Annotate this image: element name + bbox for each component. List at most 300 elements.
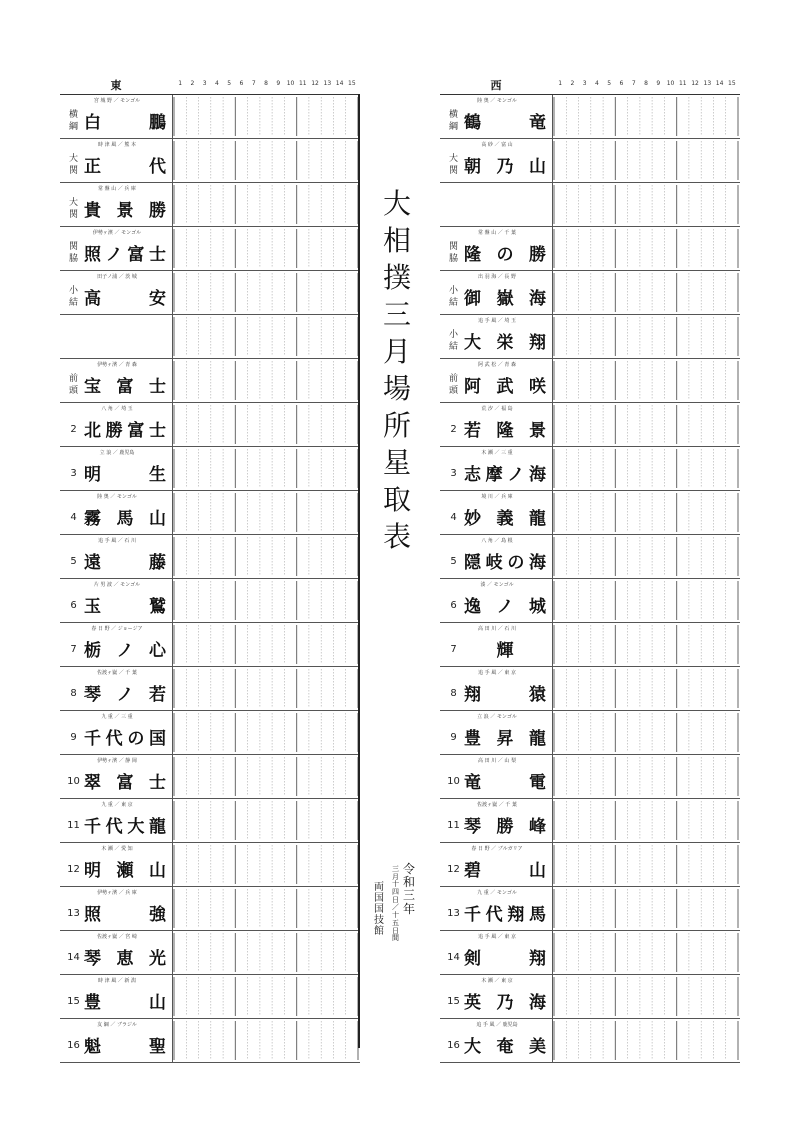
- wrestler-cell: [60, 359, 173, 402]
- wrestler-name: 豊昇龍: [464, 729, 546, 749]
- table-row: [440, 403, 740, 447]
- result-grid: [172, 887, 360, 930]
- stable-hometown: 常 盤 山 ／ 千 葉: [446, 229, 548, 236]
- result-grid: [552, 887, 740, 930]
- table-row: [440, 711, 740, 755]
- result-grid: [172, 315, 360, 358]
- day-number: 13: [323, 80, 332, 87]
- star-grid: [552, 711, 740, 754]
- star-grid: [172, 1019, 360, 1062]
- result-grid: [172, 139, 360, 182]
- wrestler-cell: [440, 139, 553, 182]
- star-grid: [172, 755, 360, 798]
- result-grid: [172, 183, 360, 226]
- table-row: [60, 711, 360, 755]
- wrestler-name: 竜 電: [464, 773, 546, 793]
- day-number: 4: [595, 80, 599, 87]
- venue-text: 両 国 国 技 館: [374, 882, 384, 937]
- wrestler-cell: [440, 271, 553, 314]
- day-number: 9: [276, 80, 281, 87]
- rank-label: 5: [450, 556, 457, 567]
- result-grid: [552, 975, 740, 1018]
- day-number: 14: [715, 80, 724, 87]
- star-grid: [552, 447, 740, 490]
- rank-label: 8: [450, 688, 457, 699]
- star-grid: [172, 975, 360, 1018]
- stable-hometown: 追 手 風 ／ 東 京: [446, 669, 548, 676]
- result-grid: [172, 403, 360, 446]
- wrestler-name: 志摩ノ海: [464, 465, 546, 485]
- page-title: 大 相 撲 三 月 場 所 星 取 表: [382, 187, 411, 553]
- day-number: 1: [178, 80, 183, 87]
- stable-hometown: 佐渡ヶ嶽 ／ 宮 崎: [66, 933, 168, 940]
- rank-label: 11: [67, 820, 80, 831]
- day-number: 5: [607, 80, 612, 87]
- rank-label: 3: [70, 468, 77, 479]
- wrestler-name: 魁 聖: [84, 1037, 166, 1057]
- wrestler-name: 貴景勝: [84, 201, 166, 221]
- rank-label: 15: [67, 996, 80, 1007]
- rank-label: 9: [70, 732, 77, 743]
- result-grid: [552, 271, 740, 314]
- result-grid: [172, 535, 360, 578]
- result-grid: [552, 535, 740, 578]
- day-number: 7: [251, 80, 256, 87]
- day-number: 2: [190, 80, 195, 87]
- star-grid: [172, 139, 360, 182]
- wrestler-cell: [440, 403, 553, 446]
- wrestler-cell: [60, 931, 173, 974]
- table-row: [440, 843, 740, 887]
- star-grid: [172, 931, 360, 974]
- star-grid: [552, 843, 740, 886]
- wrestler-name: 大奄美: [464, 1037, 546, 1057]
- result-grid: [552, 623, 740, 666]
- star-grid: [172, 183, 360, 226]
- wrestler-cell: [440, 711, 553, 754]
- result-grid: [552, 931, 740, 974]
- wrestler-cell: [60, 799, 173, 842]
- result-grid: [552, 315, 740, 358]
- rank-label: 大関: [68, 154, 78, 176]
- rank-label: 3: [450, 468, 457, 479]
- wrestler-name: 翠富士: [84, 773, 166, 793]
- day-number: 14: [335, 80, 344, 87]
- wrestler-cell: [60, 1019, 173, 1062]
- east-header: [60, 76, 360, 95]
- star-grid: [552, 579, 740, 622]
- rank-label: 14: [447, 952, 460, 963]
- table-row: [60, 535, 360, 579]
- table-row: [440, 755, 740, 799]
- center-divider: [358, 94, 360, 1048]
- table-row: [60, 227, 360, 271]
- table-row: [60, 667, 360, 711]
- table-row: [60, 1019, 360, 1063]
- stable-hometown: 九 重 ／ モンゴル: [446, 889, 548, 896]
- table-row: [60, 887, 360, 931]
- star-grid: [172, 359, 360, 402]
- result-grid: [172, 95, 360, 138]
- star-grid: [172, 887, 360, 930]
- west-day-numbers: [554, 80, 738, 87]
- table-row: [60, 183, 360, 227]
- result-grid: [172, 1019, 360, 1062]
- rank-label: 5: [70, 556, 77, 567]
- wrestler-cell: [60, 491, 173, 534]
- wrestler-name: 正 代: [84, 157, 166, 177]
- stable-hometown: 湊 ／ モンゴル: [446, 581, 548, 588]
- wrestler-cell: [60, 667, 173, 710]
- stable-hometown: 高 砂 ／ 富 山: [446, 141, 548, 148]
- star-grid: [172, 447, 360, 490]
- wrestler-name: 剣 翔: [464, 949, 546, 969]
- table-row: [440, 271, 740, 315]
- table-row: [60, 579, 360, 623]
- wrestler-cell: [440, 667, 553, 710]
- result-grid: [172, 711, 360, 754]
- west-label: 西: [490, 79, 502, 92]
- wrestler-cell: [60, 843, 173, 886]
- stable-hometown: 佐渡ヶ嶽 ／ 千 葉: [66, 669, 168, 676]
- wrestler-cell: [440, 183, 553, 226]
- stable-hometown: 常 盤 山 ／ 兵 庫: [66, 185, 168, 192]
- wrestler-cell: [440, 447, 553, 490]
- table-row: [440, 315, 740, 359]
- table-row: [60, 359, 360, 403]
- wrestler-name: 豊 山: [84, 993, 166, 1013]
- wrestler-cell: [60, 755, 173, 798]
- day-number: 10: [666, 80, 675, 87]
- rank-label: 小結: [448, 286, 458, 308]
- stable-hometown: 片 男 波 ／ モンゴル: [66, 581, 168, 588]
- wrestler-name: 英乃海: [464, 993, 546, 1013]
- table-row: [440, 667, 740, 711]
- wrestler-name: 明 生: [84, 465, 166, 485]
- rank-label: 7: [450, 644, 457, 655]
- wrestler-name: 朝乃山: [464, 157, 546, 177]
- wrestler-name: 若隆景: [464, 421, 546, 441]
- wrestler-cell: [440, 535, 553, 578]
- stable-hometown: 木 瀬 ／ 愛 知: [66, 845, 168, 852]
- stable-hometown: 佐渡ヶ嶽 ／ 千 葉: [446, 801, 548, 808]
- table-row: [440, 227, 740, 271]
- result-grid: [172, 755, 360, 798]
- wrestler-name: 霧馬山: [84, 509, 166, 529]
- day-number: 8: [644, 80, 648, 87]
- table-row: [440, 95, 740, 139]
- star-grid: [172, 799, 360, 842]
- rank-label: 11: [447, 820, 460, 831]
- stable-hometown: 高 田 川 ／ 石 川: [446, 625, 548, 632]
- wrestler-cell: [440, 755, 553, 798]
- wrestler-cell: [60, 887, 173, 930]
- day-number: 2: [570, 80, 575, 87]
- day-number: 8: [264, 80, 268, 87]
- wrestler-cell: [440, 975, 553, 1018]
- result-grid: [172, 359, 360, 402]
- table-row: [440, 359, 740, 403]
- day-number: 4: [215, 80, 219, 87]
- rank-label: 7: [70, 644, 77, 655]
- era-text: 令 和 三 年: [403, 862, 416, 916]
- rank-label: 小結: [448, 330, 458, 352]
- rank-label: 16: [447, 1040, 460, 1051]
- star-grid: [552, 139, 740, 182]
- result-grid: [172, 491, 360, 534]
- wrestler-name: 琴ノ若: [84, 685, 166, 705]
- wrestler-name: 御嶽海: [464, 289, 546, 309]
- day-number: 5: [227, 80, 232, 87]
- result-grid: [172, 447, 360, 490]
- star-grid: [552, 359, 740, 402]
- table-row: [60, 139, 360, 183]
- star-grid: [552, 623, 740, 666]
- wrestler-cell: [60, 447, 173, 490]
- rank-label: 4: [450, 512, 457, 523]
- day-number: 6: [619, 80, 624, 87]
- rank-label: 6: [70, 600, 77, 611]
- wrestler-cell: [60, 227, 173, 270]
- wrestler-name: 琴恵光: [84, 949, 166, 969]
- result-grid: [552, 799, 740, 842]
- day-number: 15: [728, 80, 736, 87]
- table-row: [440, 535, 740, 579]
- wrestler-cell: [60, 139, 173, 182]
- star-grid: [172, 667, 360, 710]
- rank-label: 関脇: [68, 242, 78, 264]
- wrestler-cell: [60, 975, 173, 1018]
- rank-label: 16: [67, 1040, 80, 1051]
- table-row: [60, 271, 360, 315]
- wrestler-cell: [440, 491, 553, 534]
- wrestler-cell: [440, 799, 553, 842]
- result-grid: [552, 447, 740, 490]
- day-number: 11: [298, 80, 307, 87]
- table-row: [60, 843, 360, 887]
- day-number: 7: [631, 80, 636, 87]
- wrestler-name: 大栄翔: [464, 333, 546, 353]
- result-grid: [552, 1019, 740, 1062]
- table-row: [60, 623, 360, 667]
- stable-hometown: 八 角 ／ 島 根: [446, 537, 548, 544]
- wrestler-cell: [60, 623, 173, 666]
- stable-hometown: 八 角 ／ 埼 玉: [66, 405, 168, 412]
- result-grid: [552, 667, 740, 710]
- day-number: 3: [582, 80, 587, 87]
- result-grid: [552, 755, 740, 798]
- star-grid: [172, 623, 360, 666]
- wrestler-name: 照ノ富士: [84, 245, 166, 265]
- day-number: 9: [656, 80, 661, 87]
- wrestler-cell: [440, 931, 553, 974]
- result-grid: [552, 711, 740, 754]
- star-grid: [552, 799, 740, 842]
- rank-label: 6: [450, 600, 457, 611]
- wrestler-name: 輝: [496, 641, 514, 661]
- result-grid: [552, 359, 740, 402]
- stable-hometown: 伊勢ヶ濱 ／ 青 森: [66, 361, 168, 368]
- result-grid: [552, 843, 740, 886]
- west-header: [440, 76, 740, 95]
- table-row: [60, 447, 360, 491]
- star-grid: [172, 271, 360, 314]
- west-table: [440, 76, 740, 1063]
- west-rows: [440, 95, 740, 1063]
- table-row: [60, 931, 360, 975]
- table-row: [60, 403, 360, 447]
- rank-label: 14: [67, 952, 80, 963]
- wrestler-cell: [60, 711, 173, 754]
- stable-hometown: 追 手 風 ／ 鹿児島: [446, 1021, 548, 1028]
- stable-hometown: 出 羽 海 ／ 長 野: [446, 273, 548, 280]
- stable-hometown: 春 日 野 ／ ブルガリア: [446, 845, 548, 852]
- day-number: 3: [202, 80, 207, 87]
- stable-hometown: 陸 奥 ／ モンゴル: [66, 493, 168, 500]
- result-grid: [552, 183, 740, 226]
- star-grid: [172, 315, 360, 358]
- day-number: 13: [703, 80, 712, 87]
- star-grid: [172, 227, 360, 270]
- wrestler-cell: [60, 271, 173, 314]
- table-row: [440, 975, 740, 1019]
- result-grid: [172, 227, 360, 270]
- star-grid: [172, 843, 360, 886]
- star-grid: [552, 271, 740, 314]
- wrestler-name: 阿武咲: [464, 377, 546, 397]
- day-number: 12: [691, 80, 699, 87]
- star-grid: [552, 491, 740, 534]
- wrestler-name: 逸ノ城: [464, 597, 546, 617]
- rank-label: 前頭: [448, 374, 458, 396]
- east-day-numbers: [174, 80, 358, 87]
- rank-label: 大関: [68, 198, 78, 220]
- wrestler-name: 栃ノ心: [84, 641, 166, 661]
- table-row: [60, 315, 360, 359]
- stable-hometown: 九 重 ／ 東 京: [66, 801, 168, 808]
- stable-hometown: 九 重 ／ 三 重: [66, 713, 168, 720]
- table-row: [440, 491, 740, 535]
- result-grid: [552, 403, 740, 446]
- star-grid: [552, 227, 740, 270]
- table-row: [60, 975, 360, 1019]
- stable-hometown: 田子ノ浦 ／ 茨 城: [66, 273, 168, 280]
- wrestler-name: 琴勝峰: [464, 817, 546, 837]
- star-grid: [552, 931, 740, 974]
- wrestler-name: 隠岐の海: [464, 553, 546, 573]
- table-row: [60, 95, 360, 139]
- wrestler-name: 明瀬山: [84, 861, 166, 881]
- rank-label: 4: [70, 512, 77, 523]
- wrestler-name: 鶴 竜: [464, 113, 546, 133]
- wrestler-name: 白 鵬: [84, 113, 166, 133]
- stable-hometown: 木 瀬 ／ 東 京: [446, 977, 548, 984]
- stable-hometown: 宮 城 野 ／ モンゴル: [66, 97, 168, 104]
- star-grid: [552, 403, 740, 446]
- star-grid: [552, 535, 740, 578]
- stable-hometown: 伊勢ヶ濱 ／ 静 岡: [66, 757, 168, 764]
- rank-label: 10: [67, 776, 80, 787]
- star-grid: [172, 711, 360, 754]
- star-grid: [552, 183, 740, 226]
- rank-label: 関脇: [448, 242, 458, 264]
- table-row: [60, 491, 360, 535]
- result-grid: [172, 843, 360, 886]
- wrestler-name: 照 強: [84, 905, 166, 925]
- stable-hometown: 立 浪 ／ 鹿児島: [66, 449, 168, 456]
- stable-hometown: 追 手 風 ／ 東 京: [446, 933, 548, 940]
- wrestler-cell: [440, 887, 553, 930]
- stable-hometown: 陸 奥 ／ モンゴル: [446, 97, 548, 104]
- wrestler-name: 宝富士: [84, 377, 166, 397]
- rank-label: 12: [67, 864, 80, 875]
- table-row: [440, 139, 740, 183]
- rank-label: 小結: [68, 286, 78, 308]
- wrestler-cell: [440, 315, 553, 358]
- table-row: [440, 799, 740, 843]
- star-grid: [172, 403, 360, 446]
- table-row: [60, 799, 360, 843]
- day-number: 15: [348, 80, 356, 87]
- stable-hometown: 時 津 風 ／ 新 潟: [66, 977, 168, 984]
- star-grid: [552, 755, 740, 798]
- wrestler-name: 碧 山: [464, 861, 546, 881]
- result-grid: [172, 799, 360, 842]
- wrestler-cell: [440, 95, 553, 138]
- result-grid: [552, 491, 740, 534]
- stable-hometown: 春 日 野 ／ ジョージア: [66, 625, 168, 632]
- star-grid: [172, 95, 360, 138]
- rank-label: 13: [447, 908, 460, 919]
- rank-label: 10: [447, 776, 460, 787]
- table-row: [440, 579, 740, 623]
- stable-hometown: 境 川 ／ 兵 庫: [446, 493, 548, 500]
- wrestler-cell: [60, 183, 173, 226]
- stable-hometown: 立 浪 ／ モンゴル: [446, 713, 548, 720]
- result-grid: [172, 579, 360, 622]
- wrestler-cell: [60, 315, 173, 358]
- star-grid: [552, 887, 740, 930]
- dates-text: 三 月 十 四 日 ／ 十 五 日 間: [392, 865, 399, 943]
- star-grid: [172, 491, 360, 534]
- rank-label: 2: [450, 424, 457, 435]
- result-grid: [172, 667, 360, 710]
- rank-label: 15: [447, 996, 460, 1007]
- east-rows: [60, 95, 360, 1063]
- wrestler-name: 千代の国: [84, 729, 166, 749]
- stable-hometown: 伊勢ヶ濱 ／ 兵 庫: [66, 889, 168, 896]
- day-number: 11: [678, 80, 687, 87]
- day-number: 1: [558, 80, 563, 87]
- result-grid: [552, 139, 740, 182]
- star-grid: [172, 579, 360, 622]
- table-row: [440, 447, 740, 491]
- wrestler-cell: [440, 227, 553, 270]
- result-grid: [172, 623, 360, 666]
- stable-hometown: 追 手 風 ／ 石 川: [66, 537, 168, 544]
- table-row: [440, 887, 740, 931]
- stable-hometown: 伊勢ヶ濱 ／ モンゴル: [66, 229, 168, 236]
- wrestler-name: 翔 猿: [464, 685, 546, 705]
- result-grid: [552, 227, 740, 270]
- wrestler-cell: [440, 843, 553, 886]
- stable-hometown: 荒 汐 ／ 福 島: [446, 405, 548, 412]
- stable-hometown: 追 手 風 ／ 埼 玉: [446, 317, 548, 324]
- stable-hometown: 時 津 風 ／ 熊 本: [66, 141, 168, 148]
- rank-label: 8: [70, 688, 77, 699]
- wrestler-cell: [440, 579, 553, 622]
- star-grid: [172, 535, 360, 578]
